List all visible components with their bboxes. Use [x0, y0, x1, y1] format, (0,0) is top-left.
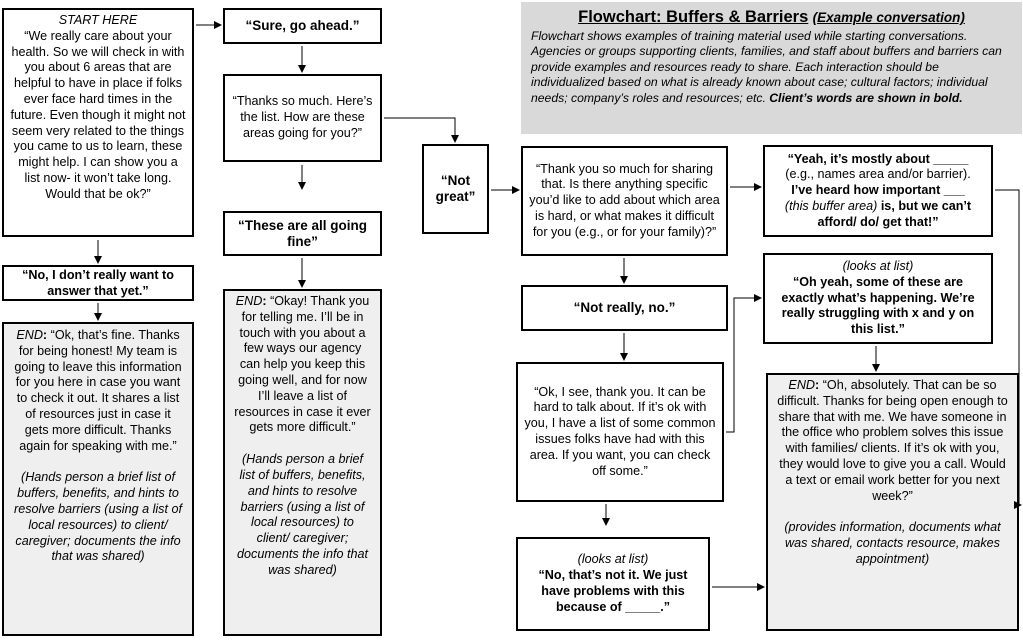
title-main: Flowchart: Buffers & Barriers: [578, 8, 809, 26]
ok-i-see-text: “Ok, I see, thank you. It can be hard to talk about. If it’s ok with you, I have a list of some common issues folks have had with this area. If you want, you can check off some.”: [524, 384, 716, 478]
arrow-ok-i-see-to-looks-yes: [726, 298, 761, 432]
all-fine-text: “These are all going fine”: [237, 217, 368, 249]
end-left-text: “Ok, that’s fine. Thanks for being honest! My team is going to leave this information for you here in case you want to check it out. It shares a list of resources just in case it gets more difficult. Thanks again for speaking with me.”: [14, 328, 182, 453]
description-bold: Client’s words are shown in bold.: [769, 90, 963, 105]
node-end-mid: END: “Okay! Thank you for telling me. I’ll be in touch with you about a few ways our agency can help you keep this going well, and for now I’ll leave a list of resources in case it ever gets more difficult.” (Hands person a brief list of buffers, benefits, and hints to resolve barriers (using a list of local resources) to client/ caregiver; documents the info that was shared): [223, 289, 382, 636]
description-text: Flowchart shows examples of training material used while starting conversations. Agencies or groups supporting clients, families, and staff about buffers and barriers can provide examples and resources ready to share. Each interaction should be individualized based on what is already known about case; cultural factors; individual needs; company’s roles and resources; etc.: [531, 29, 1002, 105]
end-right-text: “Oh, absolutely. That can be so difficult. Thanks for being open enough to share that with me. We have someone in the office who problem solves this issue with families/ clients. If it’s ok with you, they would love to give you a call. Would a text or email work better for you next week?”: [777, 378, 1008, 503]
node-end-left: END: “Ok, that’s fine. Thanks for being honest! My team is going to leave this information for you here in case you want to check it out. It shares a list of resources just in case it gets more difficult. Thanks again for speaking with me.” (Hands person a brief list of buffers, benefits, and hints to resolve barriers (using a list of local resources) to client/ caregiver; documents the info that was shared): [2, 322, 194, 636]
not-really-text: “Not really, no.”: [573, 300, 676, 316]
mostly-about-line1: “Yeah, it’s mostly about _____: [787, 151, 969, 166]
mostly-about-line5: is, but we can’t afford/ do/ get that!”: [817, 198, 972, 229]
looks-no-text: “No, that’s not it. We just have problems with this because of _____.”: [538, 568, 688, 614]
mostly-about-line2: (e.g., names area and/or barrier).: [785, 167, 971, 182]
end-right-label: END: [788, 378, 816, 392]
arrow-thanks-list-to-not-great: [384, 118, 455, 142]
sure-text: “Sure, go ahead.”: [245, 18, 360, 34]
end-left-label: END: [16, 328, 43, 342]
looks-yes-label: (looks at list): [842, 259, 914, 273]
end-mid-label: END: [235, 294, 263, 308]
looks-yes-text: “Oh yeah, some of these are exactly what’s happening. We’re really struggling with x and y on this list.”: [781, 274, 975, 337]
mostly-about-line4: (this buffer area): [784, 198, 878, 213]
no-answer-text: “No, I don’t really want to answer that yet.”: [22, 268, 174, 298]
arrow-mostly-about-to-end-right: [995, 190, 1021, 505]
end-mid-note: (Hands person a brief list of buffers, benefits, and hints to resolve barriers (using a list of local resources) to client/ caregiver; documents the info that was shared): [237, 452, 368, 577]
thank-you-sharing-text: “Thank you so much for sharing that. Is there anything specific you’d like to add about which area is hard, or what makes it difficult for you (e.g., or for your family)?”: [529, 161, 720, 239]
title-sub: (Example conversation): [812, 10, 965, 25]
thanks-list-text: “Thanks so much. Here’s the list. How are these areas going for you?”: [232, 94, 373, 140]
start-text: “We really care about your health. So we will check in with you about 6 areas that are helpful to have in place if folks ever face hard times in the future. Even though it might not seem very related to the things you came to us to learn, these might help. I can show you a list now- it won’t take long. Would that be ok?”: [10, 28, 186, 201]
mostly-about-line3: I’ve heard how important ___: [791, 183, 965, 198]
end-left-note: (Hands person a brief list of buffers, benefits, and hints to resolve barriers (using a list of local resources) to client/ caregiver; documents the info that was shared): [14, 470, 182, 564]
looks-no-label: (looks at list): [577, 552, 649, 567]
end-mid-text: “Okay! Thank you for telling me. I’ll be in touch with you about a few ways our agency can help you keep this going well, and for now I’ll leave a list of resources in case it ever gets more difficult.”: [234, 294, 371, 435]
not-great-text: “Not great”: [435, 173, 476, 204]
end-right-note: (provides information, documents what was shared, contacts resource, makes appointment): [784, 520, 1001, 566]
node-end-right: END: “Oh, absolutely. That can be so difficult. Thanks for being open enough to share that with me. We have someone in the office who problem solves this issue with families/ clients. If it’s ok with you, they would love to give you a call. Would a text or email work better for you next week?” (provides information, documents what was shared, contacts resource, makes appointment): [766, 373, 1019, 631]
start-label: START HERE: [58, 13, 138, 27]
